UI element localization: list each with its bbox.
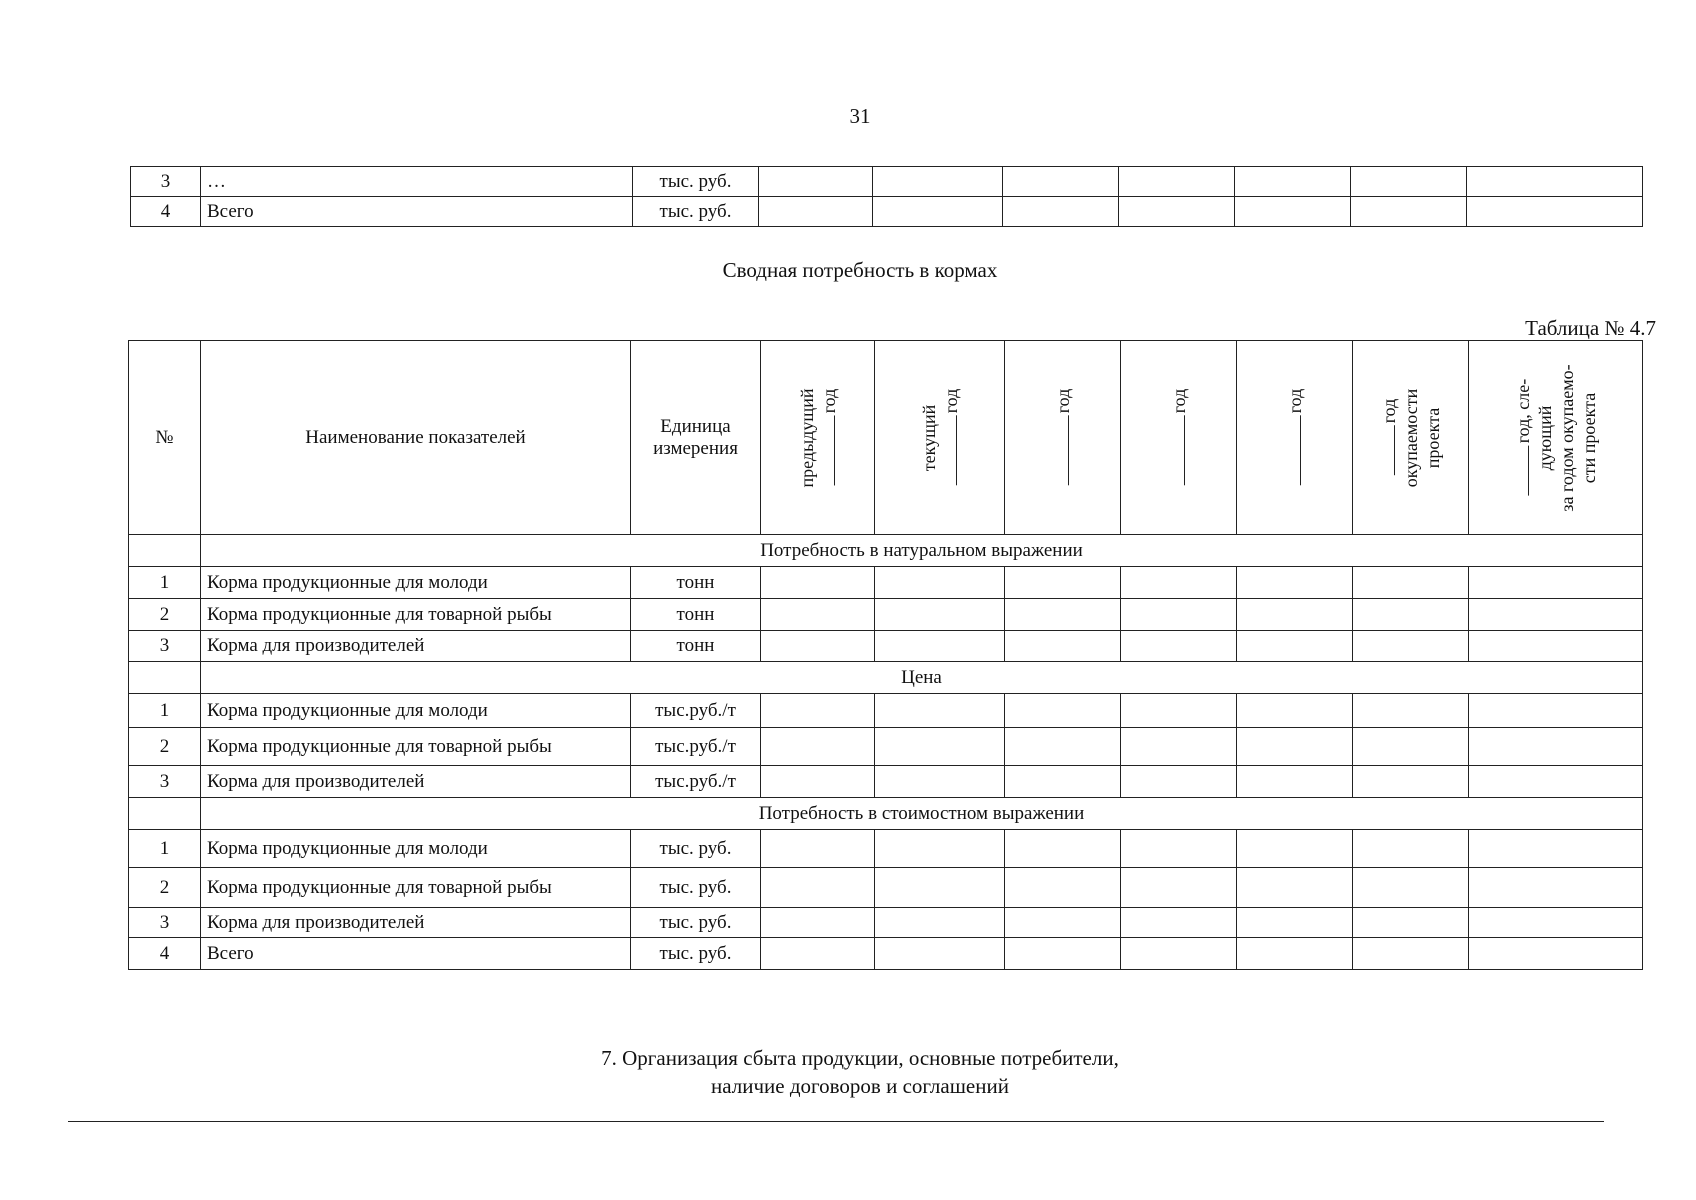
row-name: Корма продукционные для товарной рыбы [201, 868, 631, 908]
table-row [131, 197, 1643, 227]
blank-line [1394, 425, 1395, 475]
header-unit [631, 341, 761, 535]
header-line: предыдущий [796, 388, 817, 487]
row-number: 3 [129, 908, 201, 938]
blank-line [1184, 415, 1185, 485]
header-suffix: год [940, 388, 961, 413]
cell-empty [129, 798, 201, 830]
header-suffix: год [1284, 388, 1305, 413]
row-unit: тыс.руб./т [631, 766, 761, 798]
header-year-5 [1237, 341, 1353, 535]
feed-demand-table [128, 340, 1643, 970]
fill-in-line [68, 1121, 1604, 1122]
row-number: 2 [129, 868, 201, 908]
header-line: текущий [918, 404, 939, 471]
header-payback-year [1353, 341, 1469, 535]
row-unit: тыс.руб./т [631, 728, 761, 766]
row-unit: тыс. руб. [631, 830, 761, 868]
section-row [129, 798, 1643, 830]
header-line [1512, 364, 1534, 511]
row-unit: тыс. руб. [631, 908, 761, 938]
table-row [131, 167, 1643, 197]
row-name: Корма продукционные для товарной рыбы [201, 728, 631, 766]
row-unit: тонн [631, 599, 761, 631]
row-name: … [201, 167, 633, 197]
table-row [129, 599, 1643, 631]
row-unit: тонн [631, 631, 761, 662]
row-unit: тыс. руб. [631, 868, 761, 908]
header-current-year [875, 341, 1005, 535]
header-line: дующий [1534, 405, 1555, 470]
header-line [818, 388, 840, 487]
row-name: Всего [201, 938, 631, 970]
cell-empty [1235, 167, 1351, 197]
header-year-3 [1005, 341, 1121, 535]
header-line [1378, 388, 1400, 486]
row-number: 2 [129, 728, 201, 766]
section-title: Потребность в натуральном выражении [201, 535, 1643, 567]
row-name: Корма для производителей [201, 631, 631, 662]
header-line: проекта [1422, 407, 1443, 468]
section-title: Цена [201, 662, 1643, 694]
cell-empty [1119, 197, 1235, 227]
table-number: Таблица № 4.7 [1525, 316, 1656, 340]
row-number: 2 [129, 599, 201, 631]
row-unit: тыс. руб. [633, 167, 759, 197]
header-unit-line: измерения [653, 437, 738, 459]
table-row [129, 908, 1643, 938]
continued-table [130, 166, 1643, 227]
table-row [129, 938, 1643, 970]
row-name: Корма для производителей [201, 766, 631, 798]
blank-line [834, 415, 835, 485]
header-suffix: год [1168, 388, 1189, 413]
row-name: Корма продукционные для молоди [201, 567, 631, 599]
header-line: за годом окупаемо- [1556, 363, 1577, 512]
header-row [129, 341, 1643, 535]
row-number: 1 [129, 694, 201, 728]
cell-empty [1351, 197, 1467, 227]
cell-empty [129, 662, 201, 694]
page-number: 31 [849, 104, 871, 128]
blank-line [1528, 445, 1529, 495]
table-row [129, 868, 1643, 908]
header-name: Наименование показателей [201, 341, 631, 535]
header-suffix: год [818, 388, 839, 413]
blank-line [1300, 415, 1301, 485]
table-row [129, 631, 1643, 662]
table-row [129, 728, 1643, 766]
section-heading-line: наличие договоров и соглашений [711, 1074, 1009, 1098]
header-suffix: год [1378, 398, 1399, 423]
row-name: Корма продукционные для товарной рыбы [201, 599, 631, 631]
blank-line [1068, 415, 1069, 485]
row-number: 4 [131, 197, 201, 227]
cell-empty [1003, 167, 1119, 197]
cell-empty [1235, 197, 1351, 227]
cell-empty [1003, 197, 1119, 227]
header-number: № [129, 341, 201, 535]
cell-empty [759, 197, 873, 227]
blank-line [956, 415, 957, 485]
header-line [940, 388, 962, 487]
section-heading-line: 7. Организация сбыта продукции, основные потребители, [601, 1046, 1119, 1070]
table-row [129, 694, 1643, 728]
row-unit: тыс.руб./т [631, 694, 761, 728]
cell-empty [1467, 197, 1643, 227]
row-name: Корма продукционные для молоди [201, 694, 631, 728]
header-unit-line: Единица [660, 415, 731, 437]
cell-empty [129, 535, 201, 567]
row-number: 1 [129, 567, 201, 599]
cell-empty [1351, 167, 1467, 197]
header-suffix: год, сле- [1512, 378, 1533, 443]
cell-empty [1119, 167, 1235, 197]
row-number: 3 [129, 631, 201, 662]
section-row [129, 535, 1643, 567]
row-name: Всего [201, 197, 633, 227]
header-suffix: год [1052, 388, 1073, 413]
header-line: окупаемости [1400, 388, 1421, 487]
table-row [129, 567, 1643, 599]
header-previous-year [761, 341, 875, 535]
cell-empty [1467, 167, 1643, 197]
cell-empty [759, 167, 873, 197]
cell-empty [873, 167, 1003, 197]
table-title: Сводная потребность в кормах [722, 258, 998, 282]
header-year-4 [1121, 341, 1237, 535]
row-number: 1 [129, 830, 201, 868]
row-unit: тыс. руб. [633, 197, 759, 227]
row-number: 4 [129, 938, 201, 970]
section-title: Потребность в стоимостном выражении [201, 798, 1643, 830]
table-row [129, 766, 1643, 798]
header-after-payback-year [1469, 341, 1643, 535]
cell-empty [873, 197, 1003, 227]
header-line: сти проекта [1578, 392, 1599, 483]
row-name: Корма продукционные для молоди [201, 830, 631, 868]
section-heading [0, 1044, 1696, 1100]
row-number: 3 [131, 167, 201, 197]
row-unit: тыс. руб. [631, 938, 761, 970]
section-row [129, 662, 1643, 694]
table-row [129, 830, 1643, 868]
row-number: 3 [129, 766, 201, 798]
row-unit: тонн [631, 567, 761, 599]
row-name: Корма для производителей [201, 908, 631, 938]
